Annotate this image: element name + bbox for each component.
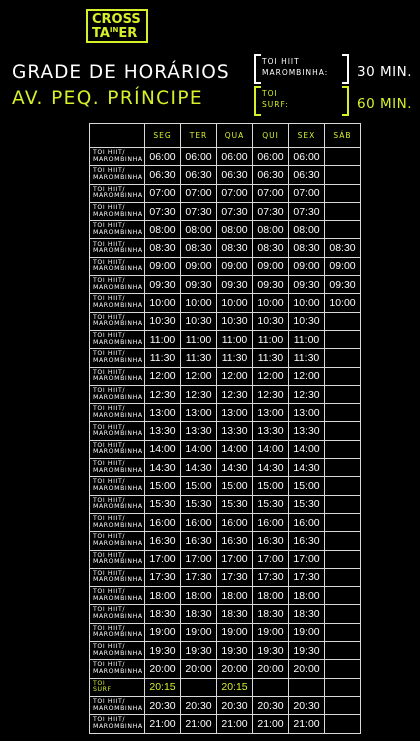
time-cell: 11:30 <box>145 349 181 367</box>
bracket-right <box>342 86 349 116</box>
time-cell: 17:00 <box>181 550 217 568</box>
time-cell: 12:00 <box>253 367 289 385</box>
class-label: TOI HIIT/ MAROMBINHA <box>90 477 145 495</box>
time-cell <box>325 422 361 440</box>
time-cell: 12:00 <box>217 367 253 385</box>
time-cell: 06:00 <box>145 148 181 166</box>
legend-hiit-duration: 30 MIN. <box>357 64 412 80</box>
time-cell: 06:30 <box>253 166 289 184</box>
time-cell: 21:00 <box>217 715 253 733</box>
time-cell: 15:30 <box>145 495 181 513</box>
table-row <box>90 642 361 660</box>
table-row <box>90 660 361 678</box>
time-cell: 10:00 <box>289 294 325 312</box>
time-cell: 10:30 <box>217 312 253 330</box>
time-cell <box>325 166 361 184</box>
time-cell <box>325 404 361 422</box>
time-cell: 10:30 <box>145 312 181 330</box>
bracket-left <box>254 54 261 84</box>
crosstainer-logo <box>86 9 148 43</box>
time-cell: 10:30 <box>289 312 325 330</box>
class-label: TOI HIIT/ MAROMBINHA <box>90 532 145 550</box>
class-label: TOI HIIT/ MAROMBINHA <box>90 257 145 275</box>
header-corner <box>90 124 145 148</box>
time-cell <box>325 477 361 495</box>
time-cell: 14:00 <box>217 440 253 458</box>
table-row <box>90 349 361 367</box>
time-cell: 07:30 <box>289 202 325 220</box>
time-cell: 07:30 <box>217 202 253 220</box>
time-cell: 08:00 <box>253 221 289 239</box>
time-cell: 08:30 <box>325 239 361 257</box>
time-cell: 10:00 <box>325 294 361 312</box>
time-cell: 09:30 <box>289 276 325 294</box>
time-cell: 19:30 <box>217 642 253 660</box>
time-cell: 12:30 <box>145 385 181 403</box>
time-cell <box>325 623 361 641</box>
time-cell: 08:00 <box>181 221 217 239</box>
table-row <box>90 257 361 275</box>
time-cell: 20:00 <box>145 660 181 678</box>
table-row <box>90 202 361 220</box>
time-cell: 20:15 <box>145 678 181 696</box>
class-label: TOI HIIT/ MAROMBINHA <box>90 568 145 586</box>
class-label: TOI HIIT/ MAROMBINHA <box>90 385 145 403</box>
time-cell: 16:00 <box>217 513 253 531</box>
time-cell: 19:00 <box>289 623 325 641</box>
time-cell: 16:30 <box>253 532 289 550</box>
time-cell: 19:00 <box>253 623 289 641</box>
time-cell: 10:00 <box>145 294 181 312</box>
time-cell: 13:30 <box>145 422 181 440</box>
time-cell: 15:30 <box>181 495 217 513</box>
time-cell: 11:00 <box>217 330 253 348</box>
time-cell <box>325 385 361 403</box>
table-row <box>90 422 361 440</box>
time-cell: 11:30 <box>253 349 289 367</box>
table-row <box>90 495 361 513</box>
time-cell <box>325 715 361 733</box>
time-cell: 16:00 <box>181 513 217 531</box>
time-cell: 19:00 <box>217 623 253 641</box>
time-cell: 15:00 <box>253 477 289 495</box>
time-cell: 12:30 <box>253 385 289 403</box>
time-cell: 20:00 <box>181 660 217 678</box>
time-cell: 17:30 <box>289 568 325 586</box>
legend-hiit <box>254 54 419 84</box>
class-label: TOI HIIT/ MAROMBINHA <box>90 184 145 202</box>
class-label: TOI HIIT/ MAROMBINHA <box>90 696 145 714</box>
time-cell: 07:00 <box>217 184 253 202</box>
time-cell: 20:00 <box>289 660 325 678</box>
class-label: TOI HIIT/ MAROMBINHA <box>90 587 145 605</box>
legend-surf <box>254 86 419 116</box>
time-cell: 18:00 <box>181 587 217 605</box>
time-cell <box>325 349 361 367</box>
time-cell: 11:30 <box>289 349 325 367</box>
time-cell: 20:30 <box>289 696 325 714</box>
class-label: TOI HIIT/ MAROMBINHA <box>90 623 145 641</box>
legend-hiit-label: TOI HIIT MAROMBINHA: <box>262 57 329 77</box>
time-cell: 17:00 <box>217 550 253 568</box>
time-cell: 13:00 <box>217 404 253 422</box>
class-label: TOI HIIT/ MAROMBINHA <box>90 404 145 422</box>
time-cell <box>325 532 361 550</box>
bracket-left <box>254 86 261 116</box>
table-row <box>90 221 361 239</box>
time-cell: 09:30 <box>325 276 361 294</box>
time-cell: 13:30 <box>217 422 253 440</box>
table-row <box>90 166 361 184</box>
class-label: TOI HIIT/ MAROMBINHA <box>90 440 145 458</box>
time-cell: 13:00 <box>253 404 289 422</box>
time-cell: 15:00 <box>217 477 253 495</box>
time-cell <box>325 642 361 660</box>
table-row <box>90 568 361 586</box>
legend-surf-duration: 60 MIN. <box>357 96 412 112</box>
time-cell: 09:00 <box>217 257 253 275</box>
time-cell <box>325 202 361 220</box>
table-row <box>90 404 361 422</box>
table-row <box>90 678 361 696</box>
time-cell: 09:00 <box>325 257 361 275</box>
time-cell: 21:00 <box>289 715 325 733</box>
time-cell <box>325 221 361 239</box>
time-cell: 09:30 <box>145 276 181 294</box>
time-cell: 07:30 <box>181 202 217 220</box>
time-cell: 17:00 <box>289 550 325 568</box>
time-cell: 17:30 <box>217 568 253 586</box>
time-cell: 13:30 <box>289 422 325 440</box>
time-cell: 18:00 <box>217 587 253 605</box>
time-cell: 06:30 <box>217 166 253 184</box>
time-cell: 09:00 <box>289 257 325 275</box>
time-cell <box>289 678 325 696</box>
time-cell: 09:30 <box>181 276 217 294</box>
class-label: TOI SURF <box>90 678 145 696</box>
time-cell: 18:00 <box>253 587 289 605</box>
table-row <box>90 184 361 202</box>
time-cell: 20:15 <box>217 678 253 696</box>
time-cell: 07:00 <box>253 184 289 202</box>
time-cell: 08:30 <box>289 239 325 257</box>
table-row <box>90 276 361 294</box>
table-row <box>90 294 361 312</box>
time-cell: 16:30 <box>289 532 325 550</box>
time-cell: 11:00 <box>253 330 289 348</box>
class-label: TOI HIIT/ MAROMBINHA <box>90 330 145 348</box>
time-cell: 15:00 <box>145 477 181 495</box>
table-row <box>90 148 361 166</box>
time-cell: 19:30 <box>145 642 181 660</box>
time-cell: 08:30 <box>253 239 289 257</box>
time-cell: 08:00 <box>145 221 181 239</box>
table-row <box>90 330 361 348</box>
time-cell: 21:00 <box>253 715 289 733</box>
time-cell: 10:30 <box>181 312 217 330</box>
time-cell: 20:30 <box>181 696 217 714</box>
table-row <box>90 623 361 641</box>
table-row <box>90 605 361 623</box>
table-row <box>90 715 361 733</box>
time-cell: 08:30 <box>145 239 181 257</box>
time-cell: 08:00 <box>217 221 253 239</box>
table-row <box>90 587 361 605</box>
table-row <box>90 513 361 531</box>
time-cell <box>181 678 217 696</box>
time-cell: 19:30 <box>253 642 289 660</box>
class-label: TOI HIIT/ MAROMBINHA <box>90 715 145 733</box>
class-label: TOI HIIT/ MAROMBINHA <box>90 495 145 513</box>
time-cell: 11:00 <box>145 330 181 348</box>
day-header: QUA <box>217 124 253 148</box>
time-cell: 12:00 <box>289 367 325 385</box>
time-cell: 20:00 <box>217 660 253 678</box>
class-label: TOI HIIT/ MAROMBINHA <box>90 642 145 660</box>
time-cell: 12:30 <box>181 385 217 403</box>
time-cell: 16:00 <box>289 513 325 531</box>
table-row <box>90 477 361 495</box>
day-header: SEX <box>289 124 325 148</box>
time-cell: 09:00 <box>145 257 181 275</box>
time-cell: 10:30 <box>253 312 289 330</box>
class-label: TOI HIIT/ MAROMBINHA <box>90 202 145 220</box>
time-cell: 13:30 <box>181 422 217 440</box>
time-cell: 07:00 <box>289 184 325 202</box>
time-cell: 15:00 <box>289 477 325 495</box>
page-title: GRADE DE HORÁRIOS <box>12 62 230 83</box>
time-cell: 08:30 <box>181 239 217 257</box>
time-cell: 15:00 <box>181 477 217 495</box>
class-label: TOI HIIT/ MAROMBINHA <box>90 513 145 531</box>
time-cell: 07:30 <box>145 202 181 220</box>
table-row <box>90 440 361 458</box>
time-cell: 09:30 <box>217 276 253 294</box>
time-cell <box>325 440 361 458</box>
time-cell: 16:30 <box>181 532 217 550</box>
day-header: SÁB <box>325 124 361 148</box>
time-cell: 19:00 <box>145 623 181 641</box>
time-cell: 15:30 <box>253 495 289 513</box>
time-cell: 11:00 <box>289 330 325 348</box>
time-cell: 10:00 <box>181 294 217 312</box>
time-cell <box>325 330 361 348</box>
time-cell: 13:00 <box>289 404 325 422</box>
schedule-header-row <box>90 124 361 148</box>
time-cell <box>325 367 361 385</box>
class-label: TOI HIIT/ MAROMBINHA <box>90 312 145 330</box>
time-cell <box>325 184 361 202</box>
time-cell: 09:00 <box>181 257 217 275</box>
table-row <box>90 550 361 568</box>
time-cell: 07:00 <box>145 184 181 202</box>
time-cell: 12:00 <box>145 367 181 385</box>
class-label: TOI HIIT/ MAROMBINHA <box>90 148 145 166</box>
time-cell <box>325 587 361 605</box>
time-cell: 15:30 <box>289 495 325 513</box>
time-cell: 20:30 <box>145 696 181 714</box>
table-row <box>90 385 361 403</box>
time-cell: 14:30 <box>253 459 289 477</box>
time-cell: 13:00 <box>181 404 217 422</box>
time-cell: 12:30 <box>289 385 325 403</box>
time-cell: 08:00 <box>289 221 325 239</box>
time-cell <box>325 568 361 586</box>
time-cell: 06:00 <box>181 148 217 166</box>
time-cell <box>325 513 361 531</box>
time-cell: 18:30 <box>217 605 253 623</box>
class-label: TOI HIIT/ MAROMBINHA <box>90 276 145 294</box>
time-cell: 17:30 <box>253 568 289 586</box>
time-cell: 18:00 <box>145 587 181 605</box>
time-cell: 14:00 <box>181 440 217 458</box>
time-cell: 16:00 <box>145 513 181 531</box>
time-cell: 20:30 <box>217 696 253 714</box>
time-cell: 13:30 <box>253 422 289 440</box>
time-cell <box>325 550 361 568</box>
time-cell: 06:00 <box>289 148 325 166</box>
time-cell: 14:30 <box>181 459 217 477</box>
schedule-table <box>89 123 361 734</box>
time-cell: 14:00 <box>289 440 325 458</box>
time-cell: 06:00 <box>253 148 289 166</box>
class-label: TOI HIIT/ MAROMBINHA <box>90 459 145 477</box>
time-cell: 19:30 <box>289 642 325 660</box>
time-cell: 17:00 <box>145 550 181 568</box>
time-cell: 07:30 <box>253 202 289 220</box>
time-cell <box>253 678 289 696</box>
class-label: TOI HIIT/ MAROMBINHA <box>90 239 145 257</box>
logo-line1: CROSS <box>92 12 141 27</box>
time-cell: 12:00 <box>181 367 217 385</box>
time-cell: 08:30 <box>217 239 253 257</box>
time-cell: 16:00 <box>253 513 289 531</box>
time-cell: 20:30 <box>253 696 289 714</box>
legend-surf-label: TOI SURF: <box>262 89 289 109</box>
class-label: TOI HIIT/ MAROMBINHA <box>90 166 145 184</box>
day-header: TER <box>181 124 217 148</box>
time-cell: 06:30 <box>289 166 325 184</box>
time-cell: 18:30 <box>181 605 217 623</box>
time-cell: 18:30 <box>253 605 289 623</box>
class-label: TOI HIIT/ MAROMBINHA <box>90 550 145 568</box>
time-cell: 14:30 <box>289 459 325 477</box>
time-cell: 14:00 <box>253 440 289 458</box>
class-label: TOI HIIT/ MAROMBINHA <box>90 221 145 239</box>
time-cell: 17:00 <box>253 550 289 568</box>
time-cell: 10:00 <box>217 294 253 312</box>
time-cell: 12:30 <box>217 385 253 403</box>
time-cell: 14:30 <box>145 459 181 477</box>
time-cell: 19:00 <box>181 623 217 641</box>
time-cell: 14:30 <box>217 459 253 477</box>
table-row <box>90 532 361 550</box>
time-cell: 19:30 <box>181 642 217 660</box>
time-cell: 17:30 <box>145 568 181 586</box>
class-label: TOI HIIT/ MAROMBINHA <box>90 367 145 385</box>
time-cell: 18:00 <box>289 587 325 605</box>
time-cell: 11:00 <box>181 330 217 348</box>
time-cell: 11:30 <box>181 349 217 367</box>
time-cell: 13:00 <box>145 404 181 422</box>
time-cell: 18:30 <box>289 605 325 623</box>
day-header: SEG <box>145 124 181 148</box>
table-row <box>90 312 361 330</box>
class-label: TOI HIIT/ MAROMBINHA <box>90 422 145 440</box>
time-cell: 10:00 <box>253 294 289 312</box>
table-row <box>90 696 361 714</box>
class-label: TOI HIIT/ MAROMBINHA <box>90 605 145 623</box>
time-cell: 21:00 <box>145 715 181 733</box>
time-cell <box>325 678 361 696</box>
day-header: QUI <box>253 124 289 148</box>
time-cell: 14:00 <box>145 440 181 458</box>
time-cell <box>325 459 361 477</box>
time-cell <box>325 495 361 513</box>
time-cell: 17:30 <box>181 568 217 586</box>
time-cell: 15:30 <box>217 495 253 513</box>
table-row <box>90 239 361 257</box>
table-row <box>90 459 361 477</box>
time-cell: 07:00 <box>181 184 217 202</box>
time-cell <box>325 660 361 678</box>
class-label: TOI HIIT/ MAROMBINHA <box>90 294 145 312</box>
time-cell <box>325 148 361 166</box>
time-cell: 16:30 <box>145 532 181 550</box>
time-cell: 16:30 <box>217 532 253 550</box>
time-cell: 06:30 <box>181 166 217 184</box>
time-cell: 18:30 <box>145 605 181 623</box>
time-cell <box>325 696 361 714</box>
bracket-right <box>342 54 349 84</box>
time-cell: 11:30 <box>217 349 253 367</box>
time-cell <box>325 312 361 330</box>
time-cell: 06:30 <box>145 166 181 184</box>
time-cell <box>325 605 361 623</box>
time-cell: 21:00 <box>181 715 217 733</box>
time-cell: 06:00 <box>217 148 253 166</box>
class-label: TOI HIIT/ MAROMBINHA <box>90 349 145 367</box>
location-subtitle: AV. PEQ. PRÍNCIPE <box>12 88 203 109</box>
time-cell: 20:00 <box>253 660 289 678</box>
class-label: TOI HIIT/ MAROMBINHA <box>90 660 145 678</box>
time-cell: 09:00 <box>253 257 289 275</box>
time-cell: 09:30 <box>253 276 289 294</box>
table-row <box>90 367 361 385</box>
logo-line2: $TA^{IN}ER$ <box>92 26 138 41</box>
